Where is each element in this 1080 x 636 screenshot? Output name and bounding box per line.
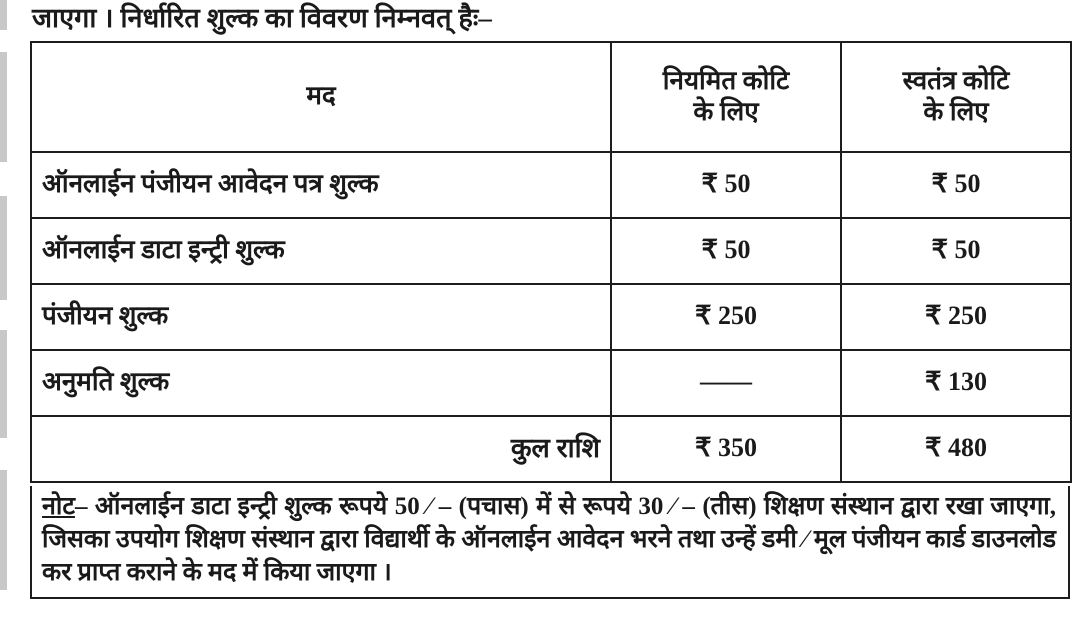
row-independent-amount: ₹ 130: [841, 350, 1071, 416]
header-regular-line2: के लिए: [693, 96, 759, 126]
scan-edge-mark: [0, 330, 7, 438]
row-item-label: पंजीयन शुल्क: [31, 284, 611, 350]
table-row: [31, 284, 1071, 350]
scan-edge-mark: [0, 52, 7, 162]
header-regular-category: [611, 42, 841, 152]
note-paragraph: [42, 490, 1056, 590]
total-independent-amount: ₹ 480: [841, 416, 1071, 482]
header-regular-line1: नियमित कोटि: [662, 66, 790, 96]
table-row: [31, 350, 1071, 416]
table-row: [31, 218, 1071, 284]
scan-edge-mark: [0, 470, 7, 590]
intro-paragraph: जाएगा । निर्धारित शुल्क का विवरण निम्नवत् हैः–: [32, 3, 492, 33]
fee-table: [30, 41, 1072, 483]
table-row: [31, 152, 1071, 218]
total-label: कुल राशि: [31, 416, 611, 482]
row-item-label: अनुमति शुल्क: [31, 350, 611, 416]
row-regular-amount: ₹ 50: [611, 152, 841, 218]
row-regular-amount: ——: [611, 350, 841, 416]
row-independent-amount: ₹ 250: [841, 284, 1071, 350]
note-text: – ऑनलाईन डाटा इन्ट्री शुल्क रूपये 50 ⁄ – (पचास) में से रूपये 30 ⁄ – (तीस) शिक्षण संस्थान द्वारा रखा जाएगा, जिसका उपयोग शिक्षण संस्थान द्वारा विद्यार्थी के ऑनलाईन आवेदन भरने तथा उन्हें डमी ⁄ मूल पंजीयन कार्ड डाउनलोड कर प्राप्त कराने के मद में किया जाएगा ।: [42, 492, 1056, 587]
row-item-label: ऑनलाईन पंजीयन आवेदन पत्र शुल्क: [31, 152, 611, 218]
row-independent-amount: ₹ 50: [841, 152, 1071, 218]
header-independent-line2: के लिए: [923, 96, 989, 126]
header-item: मद: [31, 42, 611, 152]
row-item-label: ऑनलाईन डाटा इन्ट्री शुल्क: [31, 218, 611, 284]
note-block: [30, 486, 1070, 600]
note-label: नोट: [42, 492, 75, 520]
row-regular-amount: ₹ 250: [611, 284, 841, 350]
scan-edge-mark: [0, 196, 7, 300]
row-regular-amount: ₹ 50: [611, 218, 841, 284]
table-header-row: [31, 42, 1071, 152]
table-total-row: [31, 416, 1071, 482]
bottom-clipped-text: [30, 618, 1070, 636]
row-independent-amount: ₹ 50: [841, 218, 1071, 284]
header-independent-line1: स्वतंत्र कोटि: [902, 66, 1010, 96]
scan-edge-mark: [0, 0, 7, 30]
header-independent-category: [841, 42, 1071, 152]
total-regular-amount: ₹ 350: [611, 416, 841, 482]
